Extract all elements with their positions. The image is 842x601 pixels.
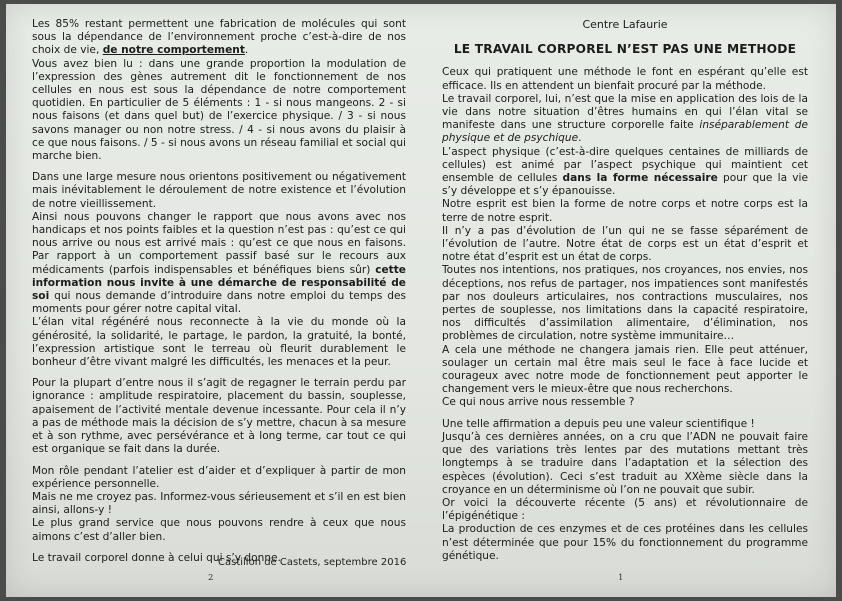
left-paragraph-4: Ainsi nous pouvons changer le rapport que nous avons avec nos handicaps et nos points faibles et la question n’est pas : qu’est ce qui nous arrive ou nous est arrivé mais : qu’est ce que nous en faisons. Par rapport à un comportement passif basé sur le recours aux médicaments (parfois indispensables et bénéfiques biens sûr) cette information nous invite à une démarche de responsabilité de soi qui nous demande d’introduire dans notre emploi du temps des moments pour gérer notre capital vital. [32,210,406,316]
left-paragraph-1: Les 85% restant permettent une fabrication de molécules qui sont sous la dépendance de l’environnement proche c’est-à-dire de nos choix de vie, de notre comportement. [32,18,406,57]
left-paragraph-5: L’élan vital régénéré nous reconnecte à la vie du monde où la générosité, la solidarité, le partage, le pardon, la gratuité, la bonté, l’expression artistique sont le terreau où fleurit durablement le bonheur d’être vivant malgré les difficultés, les menaces et la peur. [32,316,406,369]
left-paragraph-10: Le travail corporel donne à celui qui s’y donne. [32,551,281,564]
page-header: Centre Lafaurie [582,18,668,31]
right-paragraph-9: Une telle affirmation a depuis peu une valeur scientifique ! [442,417,755,430]
left-paragraph-3: Dans une large mesure nous orientons positivement ou négativement mais inévitablement le déroulement de notre existence et l’évolution de notre vieillissement. [32,171,406,210]
right-paragraph-11: Or voici la découverte récente (5 ans) et révolutionnaire de l’épigénétique : [442,496,808,523]
right-paragraph-7: A cela une méthode ne changera jamais rien. Elle peut atténuer, soulager un certain mal être mais seul le face à face lucide et courageux avec notre mode de fonctionnement peut apporter le changement vers le mieux-être que nous recherchons. [442,343,808,396]
left-paragraph-9: Le plus grand service que nous pouvons rendre à ceux que nous aimons c’est d’aller bien. [32,517,406,543]
right-paragraph-2: Le travail corporel, lui, n’est que la mise en application des lois de la vie dans notre situation d’êtres humains en qui l’élan vital se manifeste dans une structure corporelle faite inséparablement de physique et de psychique. [442,92,808,145]
emphasis-responsabilite: cette information nous invite à une démarche de responsabilité de soi [32,263,406,303]
left-paragraph-7: Mon rôle pendant l’atelier est d’aider et d’expliquer à partir de mon expérience personnelle. [32,464,406,490]
document-sheet [6,4,836,597]
page-number-left: 2 [208,573,214,583]
right-paragraph-1: Ceux qui pratiquent une méthode le font en espérant qu’elle est efficace. Ils en attendent un bienfait procuré par la méthode. [442,66,808,92]
left-paragraph-6: Pour la plupart d’entre nous il s’agit de regagner le terrain perdu par ignorance : amplitude respiratoire, placement du bassin, souplesse, apaisement de l’activité mentale devenue incessante. Pour cela il n’y a pas de méthode mais la décision de s’y mettre, chacun à sa mesure et à son rythme, avec persévérance et à long terme, car tout ce qui est organique se fait dans la durée. [32,377,406,456]
left-paragraph-8: Mais ne me croyez pas. Informez-vous sérieusement et s’il en est bien ainsi, allons-y ! [32,490,406,517]
right-paragraph-5: Il n’y a pas d’évolution de l’un qui ne se fasse séparément de l’évolution de l’autre. Notre état de corps est un état d’esprit et notre état d’esprit est un état de corps. [442,224,808,264]
right-paragraph-6: Toutes nos intentions, nos pratiques, nos croyances, nos envies, nos déceptions, nos refus de partager, nos impatiences sont manifestés par nos douleurs articulaires, nos contractions musculaires, nos pertes de souplesse, nos limitations dans la capacité respiratoire, nos difficultés d’assimilation alimentaire, d’élimination, nos problèmes de circulation, notre système immunitaire… [442,264,808,343]
right-paragraph-12: La production de ces enzymes et de ces protéines dans les cellules n’est déterminée que pour 15% du fonctionnement du programme génétique. [442,523,808,562]
right-page [442,18,808,563]
left-paragraph-2: Vous avez bien lu : dans une grande proportion la modulation de l’expression des gènes autrement dit le fonctionnement de nos cellules en nous est sous la dépendance de notre comportement quotidien. En particulier de 5 éléments : 1 - si nous mangeons. 2 - si nous faisons (et dans quel but) de l’exercice physique. / 3 - si nous savons manager ou non notre stress. / 4 - si nous avons du plaisir à ce que nous faisons. / 5 - si nous avons un réseau familial et social qui marche bien. [32,57,406,163]
right-paragraph-3: L’aspect physique (c’est-à-dire quelques centaines de milliards de cellules) est animé par l’aspect psychique qui maintient cet ensemble de cellules dans la forme nécessaire pour que la vie s’y développe et s’y épanouisse. [442,145,808,198]
right-paragraph-4: Notre esprit est bien la forme de notre corps et notre corps est la terre de notre esprit. [442,198,808,224]
right-paragraph-10: Jusqu’à ces dernières années, on a cru que l’ADN ne pouvait faire que des variations très lentes par des mutations mettant très longtemps à se traduire dans l’adaptation et la sélection des espèces (évolution). Ceci s’est traduit au XXème siècle dans la croyance en un déterminisme où l’on ne pouvait que subir. [442,430,808,496]
emphasis-comportement: de notre comportement [102,44,245,57]
left-page [32,18,406,565]
signature: Castillon de Castets, septembre 2016 [218,557,407,568]
page-title: LE TRAVAIL CORPOREL N’EST PAS UNE METHODE [453,42,797,57]
emphasis-physique-psychique: inséparablement de physique et de psychique [442,119,808,145]
right-paragraph-8: Ce qui nous arrive nous ressemble ? [442,396,635,409]
page-number-right: 1 [618,573,624,583]
emphasis-forme-necessaire: dans la forme nécessaire [562,172,718,185]
